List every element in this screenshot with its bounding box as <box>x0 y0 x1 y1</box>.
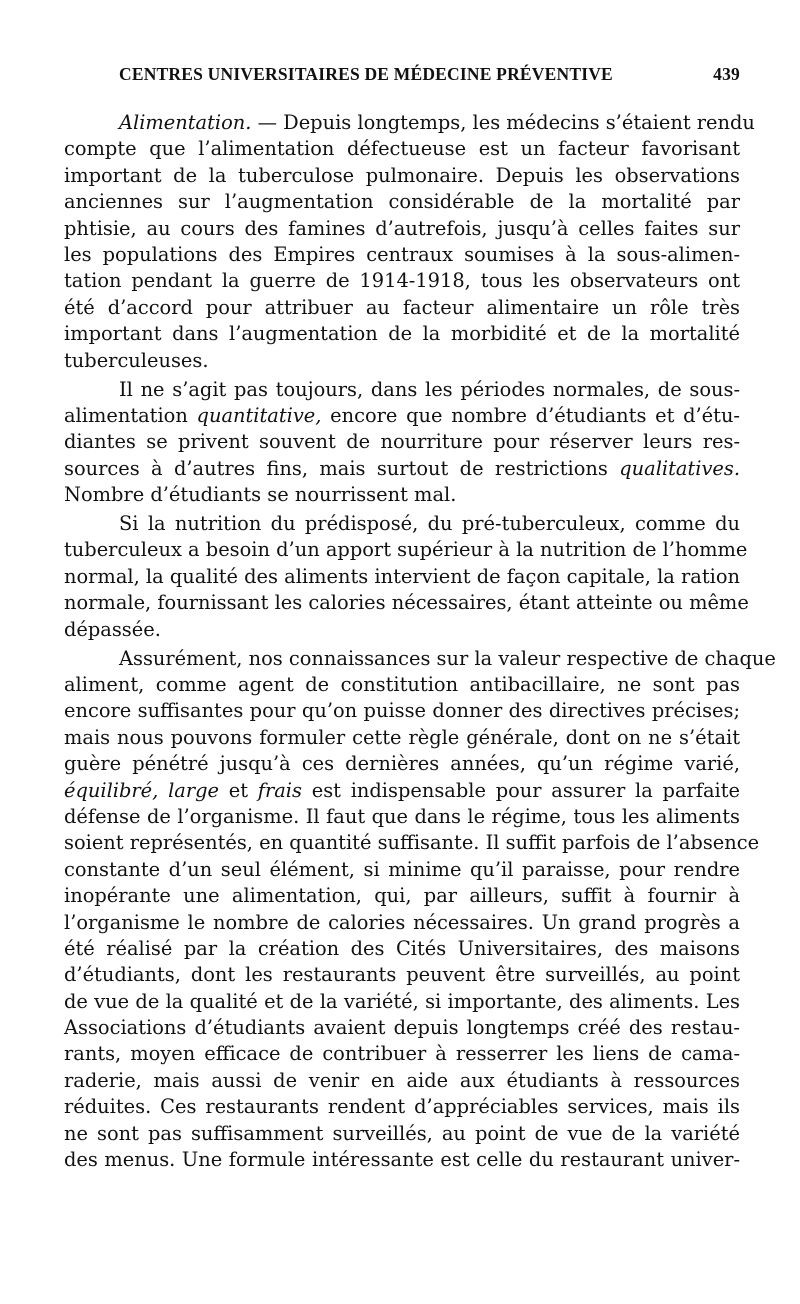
text-run: été d’accord pour attribuer au facteur alimentaire un rôle très <box>64 295 740 319</box>
text-run: raderie, mais aussi de venir en aide aux étudiants à ressources <box>64 1068 740 1092</box>
text-run: inopérante une alimentation, qui, par ailleurs, suffit à fournir à <box>64 884 740 908</box>
text-line <box>64 1041 740 1067</box>
italic-text: Alimentation. <box>119 111 252 134</box>
text-run: les populations des Empires centraux soumises à la sous-alimen- <box>64 242 740 266</box>
text-line <box>64 672 740 698</box>
text-line <box>64 617 740 643</box>
body-text <box>64 110 776 1173</box>
text-line <box>64 725 740 751</box>
text-line <box>64 751 740 777</box>
text-line <box>64 295 740 321</box>
text-line <box>64 883 740 909</box>
text-line <box>64 1121 740 1147</box>
text-line <box>64 110 755 136</box>
text-line <box>64 1068 740 1094</box>
text-line <box>64 429 740 455</box>
text-run: constante d’un seul élément, si minime qu’il paraisse, pour rendre <box>64 857 740 881</box>
running-title: CENTRES UNIVERSITAIRES DE MÉDECINE PRÉVENTIVE <box>119 64 613 84</box>
text-run: encore que nombre d’étudiants et d’étu- <box>321 403 740 427</box>
text-line <box>64 242 740 268</box>
text-run: important dans l’augmentation de la morbidité et de la mortalité <box>64 322 740 346</box>
text-run: réduites. Ces restaurants rendent d’appréciables services, mais ils <box>64 1095 740 1119</box>
text-run: Associations d’étudiants avaient depuis longtemps créé des restau- <box>64 1016 740 1040</box>
text-run: phtisie, au cours des famines d’autrefois, jusqu’à celles faites sur <box>64 216 740 240</box>
text-line <box>64 511 740 537</box>
text-run: Assurément, nos connaissances sur la valeur respective de chaque <box>119 646 776 670</box>
text-run: mais nous pouvons formuler cette règle générale, dont on ne s’était <box>64 725 740 749</box>
text-run: soient représentés, en quantité suffisante. Il suffit parfois de l’absence <box>64 831 760 855</box>
text-line <box>64 698 740 724</box>
italic-text: large <box>168 778 219 802</box>
text-line <box>64 857 740 883</box>
text-run: défense de l’organisme. Il faut que dans le régime, tous les aliments <box>64 804 740 828</box>
text-run: Nombre d’étudiants se nourrissent mal. <box>64 483 457 507</box>
paragraph <box>64 646 776 1174</box>
text-line <box>64 989 740 1015</box>
text-run: tuberculeuses. <box>64 348 209 372</box>
text-line <box>64 482 740 508</box>
text-line <box>64 321 740 347</box>
text-run: ne sont pas suffisamment surveillés, au point de vue de la variété <box>64 1121 740 1145</box>
text-run: normale, fournissant les calories nécessaires, étant atteinte ou même <box>64 591 749 615</box>
italic-text: qualitatives. <box>619 456 740 480</box>
text-line <box>64 189 740 215</box>
text-run: l’organisme le nombre de calories nécessaires. Un grand progrès a <box>64 910 740 934</box>
text-run: Si la nutrition du prédisposé, du pré-tuberculeux, comme du <box>119 512 740 536</box>
text-line <box>64 962 740 988</box>
paragraph <box>64 511 749 643</box>
text-run: dépassée. <box>64 617 161 641</box>
text-run: compte que l’alimentation défectueuse est un facteur favorisant <box>64 137 740 161</box>
italic-text: équilibré, <box>64 778 159 802</box>
text-line <box>64 1094 740 1120</box>
text-run: tuberculeux a besoin d’un apport supérieur à la nutrition de l’homme <box>64 538 748 562</box>
text-run: de vue de la qualité et de la variété, si importante, des aliments. Les <box>64 989 740 1013</box>
text-run: des menus. Une formule intéressante est celle du restaurant univer- <box>64 1148 740 1172</box>
text-run: important de la tuberculose pulmonaire. Depuis les observations <box>64 163 740 187</box>
text-run: sources à d’autres fins, mais surtout de restrictions <box>64 456 620 480</box>
text-run: alimentation <box>64 403 197 427</box>
text-line <box>64 910 740 936</box>
text-line <box>64 456 740 482</box>
text-line <box>64 537 748 563</box>
text-line <box>64 268 740 294</box>
text-line <box>64 830 760 856</box>
text-run: encore suffisantes pour qu’on puisse donner des directives précises; <box>64 699 740 723</box>
text-run: anciennes sur l’augmentation considérable de la mortalité par <box>64 190 740 214</box>
paragraph <box>64 377 740 509</box>
text-run: aliment, comme agent de constitution antibacillaire, ne sont pas <box>64 672 740 696</box>
page-number: 439 <box>713 64 740 84</box>
text-run: rants, moyen efficace de contribuer à resserrer les liens de cama- <box>64 1042 740 1066</box>
text-line <box>64 778 740 804</box>
text-run <box>158 779 168 802</box>
paragraph <box>64 110 755 374</box>
text-line <box>64 348 740 374</box>
italic-text: quantitative, <box>196 403 322 427</box>
text-line <box>64 646 776 672</box>
text-run: diantes se privent souvent de nourriture pour réserver leurs res- <box>64 430 740 454</box>
text-run: été réalisé par la création des Cités Universitaires, des maisons <box>64 936 740 960</box>
text-run: normal, la qualité des aliments intervient de façon capitale, la ration <box>64 564 740 588</box>
text-line <box>64 936 740 962</box>
text-run: tation pendant la guerre de 1914-1918, tous les observateurs ont <box>64 269 740 293</box>
text-run: et <box>219 778 258 802</box>
text-line <box>64 1015 740 1041</box>
text-line <box>64 804 740 830</box>
italic-text: frais <box>257 778 302 802</box>
text-line <box>64 163 740 189</box>
text-run: guère pénétré jusqu’à ces dernières années, qu’un régime varié, <box>64 752 740 776</box>
text-line <box>64 216 740 242</box>
text-line <box>64 590 749 616</box>
text-run: Il ne s’agit pas toujours, dans les périodes normales, de sous- <box>119 377 740 401</box>
text-line <box>64 136 740 162</box>
text-line <box>64 377 740 403</box>
text-run: est indispensable pour assurer la parfaite <box>301 778 740 802</box>
text-line <box>64 1147 740 1173</box>
text-run: — Depuis longtemps, les médecins s’étaient rendu <box>251 111 755 134</box>
text-line <box>64 403 740 429</box>
running-header <box>64 64 740 94</box>
text-run: d’étudiants, dont les restaurants peuvent être surveillés, au point <box>64 963 740 987</box>
text-line <box>64 564 740 590</box>
